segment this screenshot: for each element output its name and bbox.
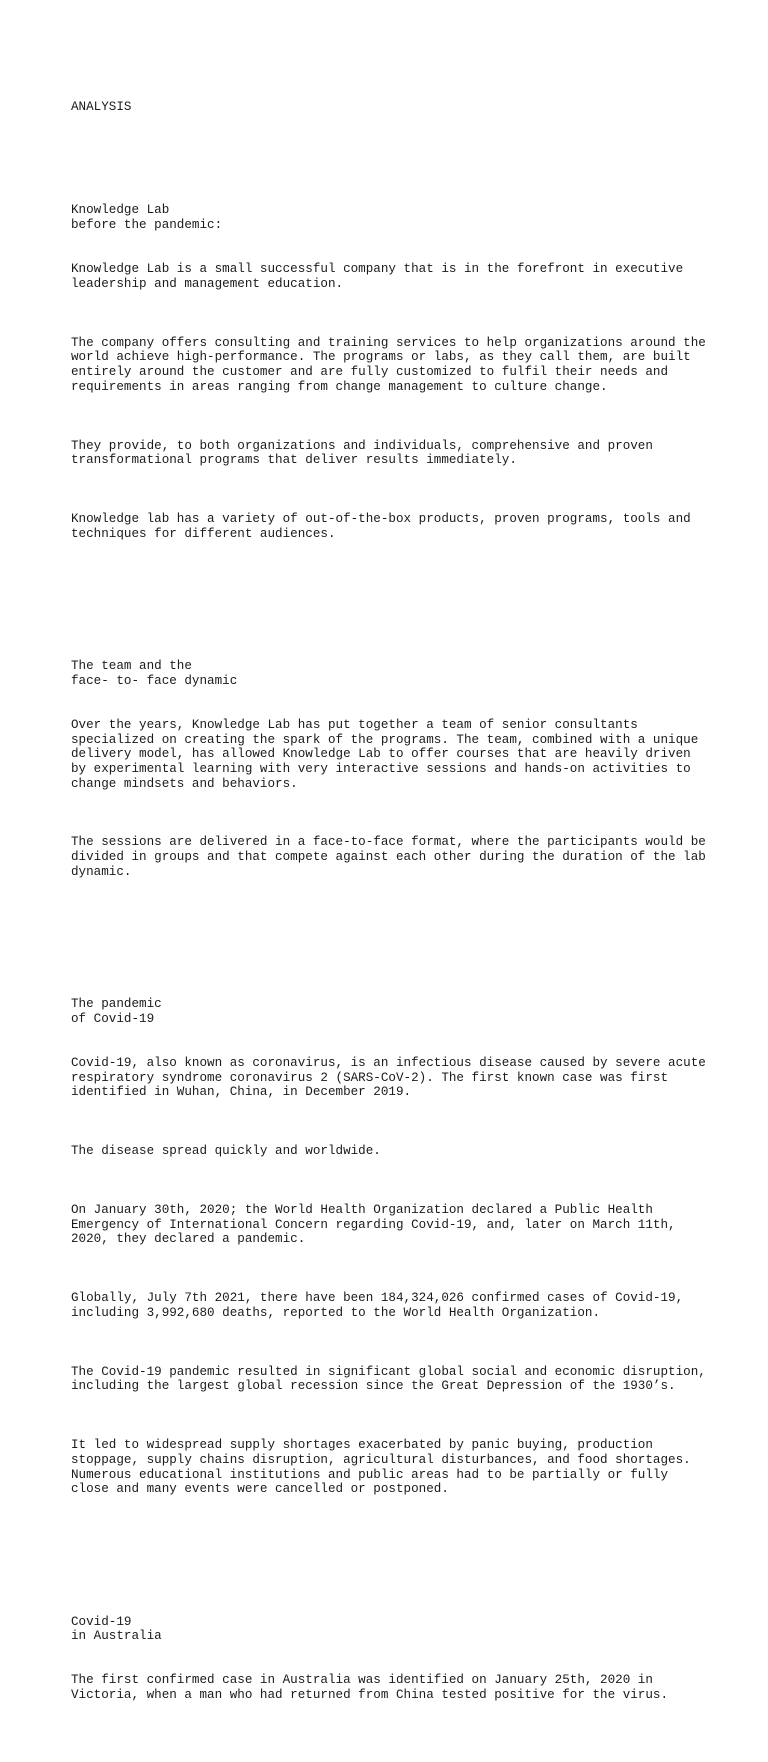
- document-page: [71, 71, 714, 1762]
- paragraph: Knowledge Lab is a small successful company that is in the forefront in executive leadership and management education.: [71, 262, 691, 291]
- paragraph: On January 30th, 2020; the World Health Organization declared a Public Health Emergency of International Concern regarding Covid-19, and, later on March 11th, 2020, they declared a pandemic.: [71, 1203, 684, 1247]
- section-team-dynamic: [71, 630, 714, 909]
- paragraph: Globally, July 7th 2021, there have been 184,324,026 confirmed cases of Covid-19, including 3,992,680 deaths, reported to the World Health Organization.: [71, 1291, 691, 1320]
- section-knowledge-lab: [71, 174, 714, 571]
- paragraph: It led to widespread supply shortages exacerbated by panic buying, production stoppage, supply chains disruption, agricultural disturbances, and food shortages. Numerous educational institutions and public areas had to be partially or fully close and many events were cancelled or postponed.: [71, 1438, 699, 1497]
- paragraph: Over the years, Knowledge Lab has put together a team of senior consultants specialized on creating the spark of the programs. The team, combined with a unique delivery model, has allowed Knowledge Lab to offer courses that are heavily driven by experimental learning with very interactive sessions and hands-on activities to change mindsets and behaviors.: [71, 717, 706, 791]
- section-heading: The pandemic of Covid-19: [71, 997, 162, 1026]
- section-heading: Covid-19 in Australia: [71, 1614, 162, 1644]
- paragraph: Knowledge lab has a variety of out-of-the-box products, proven programs, tools and techniques for different audiences.: [71, 512, 699, 541]
- paragraph: The first confirmed case in Australia was identified on January 25th, 2020 in Victoria, when a man who had returned from China tested positive for the virus.: [71, 1673, 669, 1703]
- section-pandemic: [71, 968, 714, 1527]
- paragraph: They provide, to both organizations and individuals, comprehensive and proven transformational programs that deliver results immediately.: [71, 438, 661, 468]
- section-heading: The team and the face- to- face dynamic: [71, 659, 238, 688]
- section-covid-australia: [71, 1585, 711, 1732]
- section-heading: Knowledge Lab before the pandemic:: [71, 203, 223, 233]
- paragraph: The Covid-19 pandemic resulted in significant global social and economic disruption, including the largest global recession since the Great Depression of the 1930’s.: [71, 1364, 714, 1394]
- paragraph: The company offers consulting and training services to help organizations around the world achieve high-performance. The programs or labs, as they call them, are built entirely around the customer and are fully customized to fulfil their needs and requirements in areas ranging from change management to culture change.: [71, 335, 714, 394]
- paragraph: The disease spread quickly and worldwide.: [71, 1144, 381, 1159]
- document-title: ANALYSIS: [71, 100, 132, 115]
- paragraph: The sessions are delivered in a face-to-face format, where the participants would be divided in groups and that compete against each other during the duration of the lab dynamic.: [71, 835, 714, 879]
- paragraph: Covid-19, also known as coronavirus, is an infectious disease caused by severe acute respiratory syndrome coronavirus 2 (SARS-CoV-2). The first known case was first identified in Wuhan, China, in December 2019.: [71, 1056, 714, 1100]
